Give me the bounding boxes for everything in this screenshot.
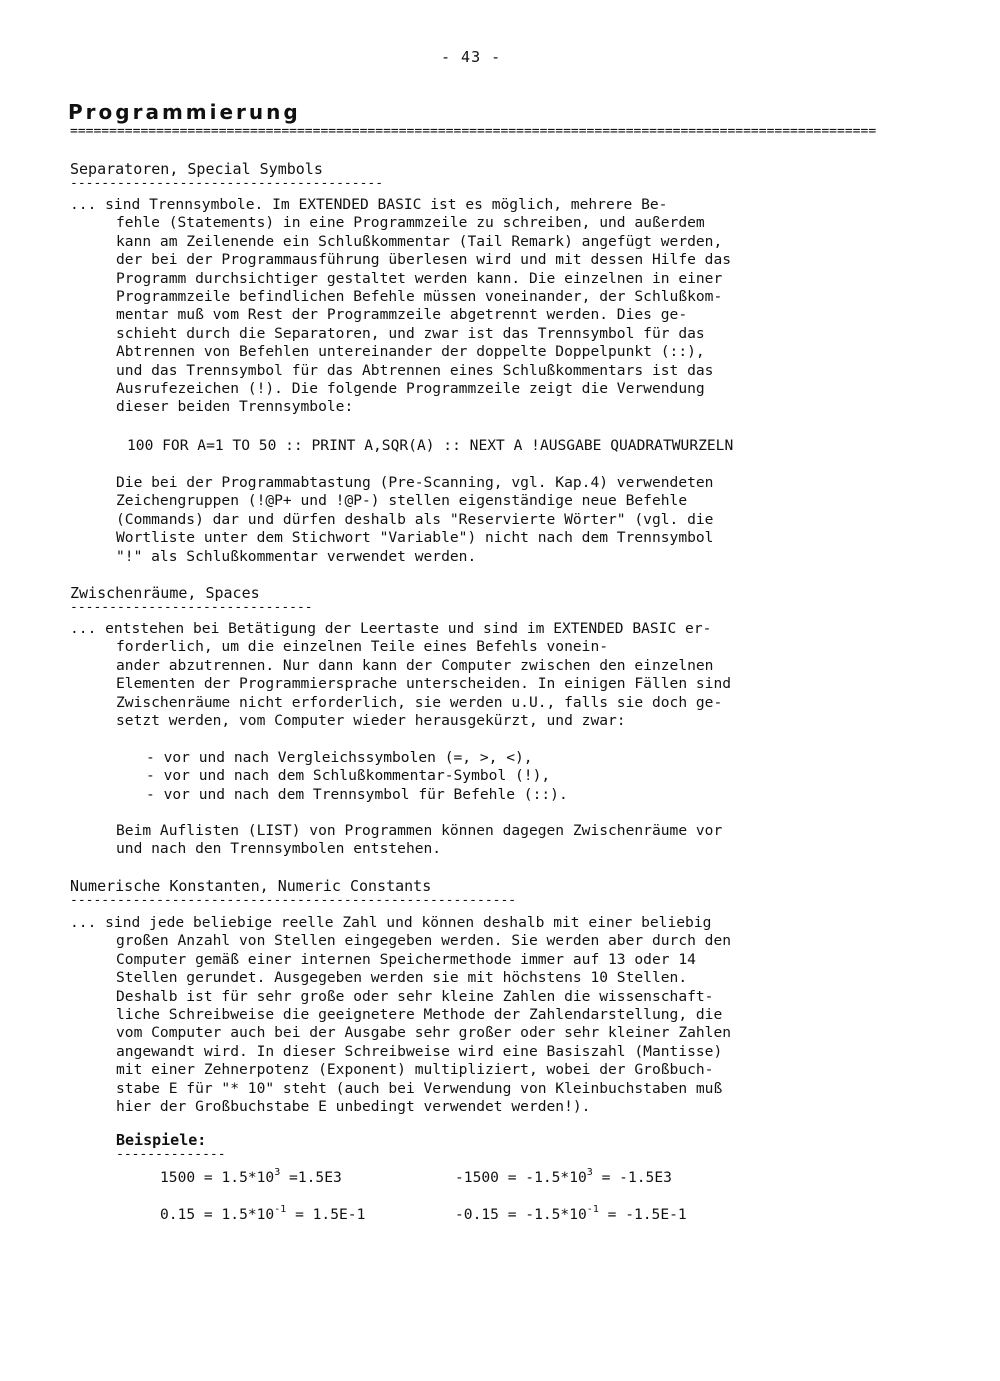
section-rule-spaces: ------------------------------- [70,600,313,615]
body-line: vom Computer auch bei der Ausgabe sehr großer oder sehr kleiner Zahlen [116,1024,732,1042]
formula-text: = -1.5E-1 [598,1206,687,1223]
body-line: ander abzutrennen. Nur dann kann der Computer zwischen den einzelnen [116,656,714,674]
page-number: - 43 - [441,48,502,66]
body-line: schieht durch die Separatoren, und zwar ist das Trennsymbol für das [116,324,705,342]
body-line: Die bei der Programmabtastung (Pre-Scanning, vgl. Kap.4) verwendeten [116,474,714,491]
list-item: - vor und nach dem Trennsymbol für Befehle (::). [146,785,568,803]
code-example: 100 FOR A=1 TO 50 :: PRINT A,SQR(A) :: NEXT A !AUSGABE QUADRATWURZELN [127,437,734,454]
section-after-spaces [70,822,960,859]
body-line: kann am Zeilenende ein Schlußkommentar (Tail Remark) angefügt werden, [116,232,723,250]
formula-text: = -1.5E3 [592,1169,672,1186]
chapter-title: Programmierung [68,100,301,124]
section-body-numeric [70,914,960,1116]
example-formula [455,1204,687,1223]
body-line: Programm durchsichtiger gestaltet werden kann. Die einzelnen in einer [116,269,723,287]
section-after-separators [70,474,960,566]
formula-exponent: -1 [586,1204,599,1215]
body-line: ... sind Trennsymbole. Im EXTENDED BASIC ist es möglich, mehrere Be- [70,196,668,213]
list-item: - vor und nach dem Schlußkommentar-Symbol (!), [146,767,551,785]
body-line: ... entstehen bei Betätigung der Leertaste und sind im EXTENDED BASIC er- [70,620,712,637]
example-formula [455,1167,672,1186]
body-line: mentar muß vom Rest der Programmzeile abgetrennt werden. Dies ge- [116,306,688,324]
body-line: der bei der Programmausführung überlesen wird und mit dessen Hilfe das [116,251,732,269]
formula-text: 0.15 = 1.5*10 [160,1206,275,1223]
body-line: Stellen gerundet. Ausgegeben werden sie mit höchstens 10 Stellen. [116,969,688,987]
section-heading-spaces: Zwischenräume, Spaces [70,584,260,602]
formula-exponent: -1 [274,1204,287,1215]
example-formula [160,1167,342,1186]
section-body-separators [70,196,960,417]
body-line: Elementen der Programmiersprache unterscheiden. In einigen Fällen sind [116,675,732,693]
formula-exponent: 3 [586,1167,593,1178]
body-line: fehle (Statements) in eine Programmzeile zu schreiben, und außerdem [116,214,705,232]
formula-text: = 1.5E-1 [286,1206,366,1223]
formula-text: =1.5E3 [280,1169,342,1186]
body-line: Zwischenräume nicht erforderlich, sie werden u.U., falls sie doch ge- [116,693,723,711]
body-line: Wortliste unter dem Stichwort "Variable") nicht nach dem Trennsymbol [116,529,714,547]
body-line: Deshalb ist für sehr große oder sehr kleine Zahlen die wissenschaft- [116,987,714,1005]
body-line: Ausrufezeichen (!). Die folgende Programmzeile zeigt die Verwendung [116,379,705,397]
formula-text: -1500 = -1.5*10 [455,1169,587,1186]
body-line: Zeichengruppen (!@P+ und !@P-) stellen eigenständige neue Befehle [116,492,688,510]
body-line: forderlich, um die einzelnen Teile eines Befehls vonein- [116,638,609,656]
body-line: und das Trennsymbol für das Abtrennen eines Schlußkommentars ist das [116,361,714,379]
section-rule-separators: ---------------------------------------- [70,176,384,191]
body-line: und nach den Trennsymbolen entstehen. [116,840,442,858]
formula-exponent: 3 [274,1167,281,1178]
body-line: großen Anzahl von Stellen eingegeben werden. Sie werden aber durch den [116,932,732,950]
body-line: Beim Auflisten (LIST) von Programmen können dagegen Zwischenräume vor [116,822,723,839]
body-line: Computer gemäß einer internen Speichermethode immer auf 13 oder 14 [116,950,696,968]
chapter-rule: ======================================================================================================= [70,124,877,139]
examples-label: Beispiele: [116,1131,207,1149]
body-line: Abtrennen von Befehlen untereinander der doppelte Doppelpunkt (::), [116,343,705,361]
list-item: - vor und nach Vergleichssymbolen (=, >, <), [146,749,533,766]
body-line: ... sind jede beliebige reelle Zahl und können deshalb mit einer beliebig [70,914,712,931]
body-line: angewandt wird. In dieser Schreibweise wird eine Basiszahl (Mantisse) [116,1042,723,1060]
body-line: mit einer Zehnerpotenz (Exponent) multipliziert, wobei der Großbuch- [116,1061,714,1079]
body-line: liche Schreibweise die geeignetere Methode der Zahlendarstellung, die [116,1005,723,1023]
example-formula [160,1204,365,1223]
spaces-bullet-list [146,749,946,804]
formula-text: -0.15 = -1.5*10 [455,1206,587,1223]
body-line: dieser beiden Trennsymbole: [116,398,354,416]
body-line: Programmzeile befindlichen Befehle müssen voneinander, der Schlußkom- [116,287,723,305]
examples-rule: -------------- [116,1147,226,1162]
section-heading-separators: Separatoren, Special Symbols [70,160,323,178]
body-line: (Commands) dar und dürfen deshalb als "Reservierte Wörter" (vgl. die [116,510,714,528]
body-line: "!" als Schlußkommentar verwendet werden. [116,547,477,565]
formula-text: 1500 = 1.5*10 [160,1169,275,1186]
body-line: setzt werden, vom Computer wieder herausgekürzt, und zwar: [116,711,626,729]
section-rule-numeric: --------------------------------------------------------- [70,893,517,908]
section-body-spaces [70,620,960,730]
body-line: hier der Großbuchstabe E unbedingt verwendet werden!). [116,1097,591,1115]
section-heading-numeric: Numerische Konstanten, Numeric Constants [70,877,432,895]
body-line: stabe E für "* 10" steht (auch bei Verwendung von Kleinbuchstaben muß [116,1079,723,1097]
